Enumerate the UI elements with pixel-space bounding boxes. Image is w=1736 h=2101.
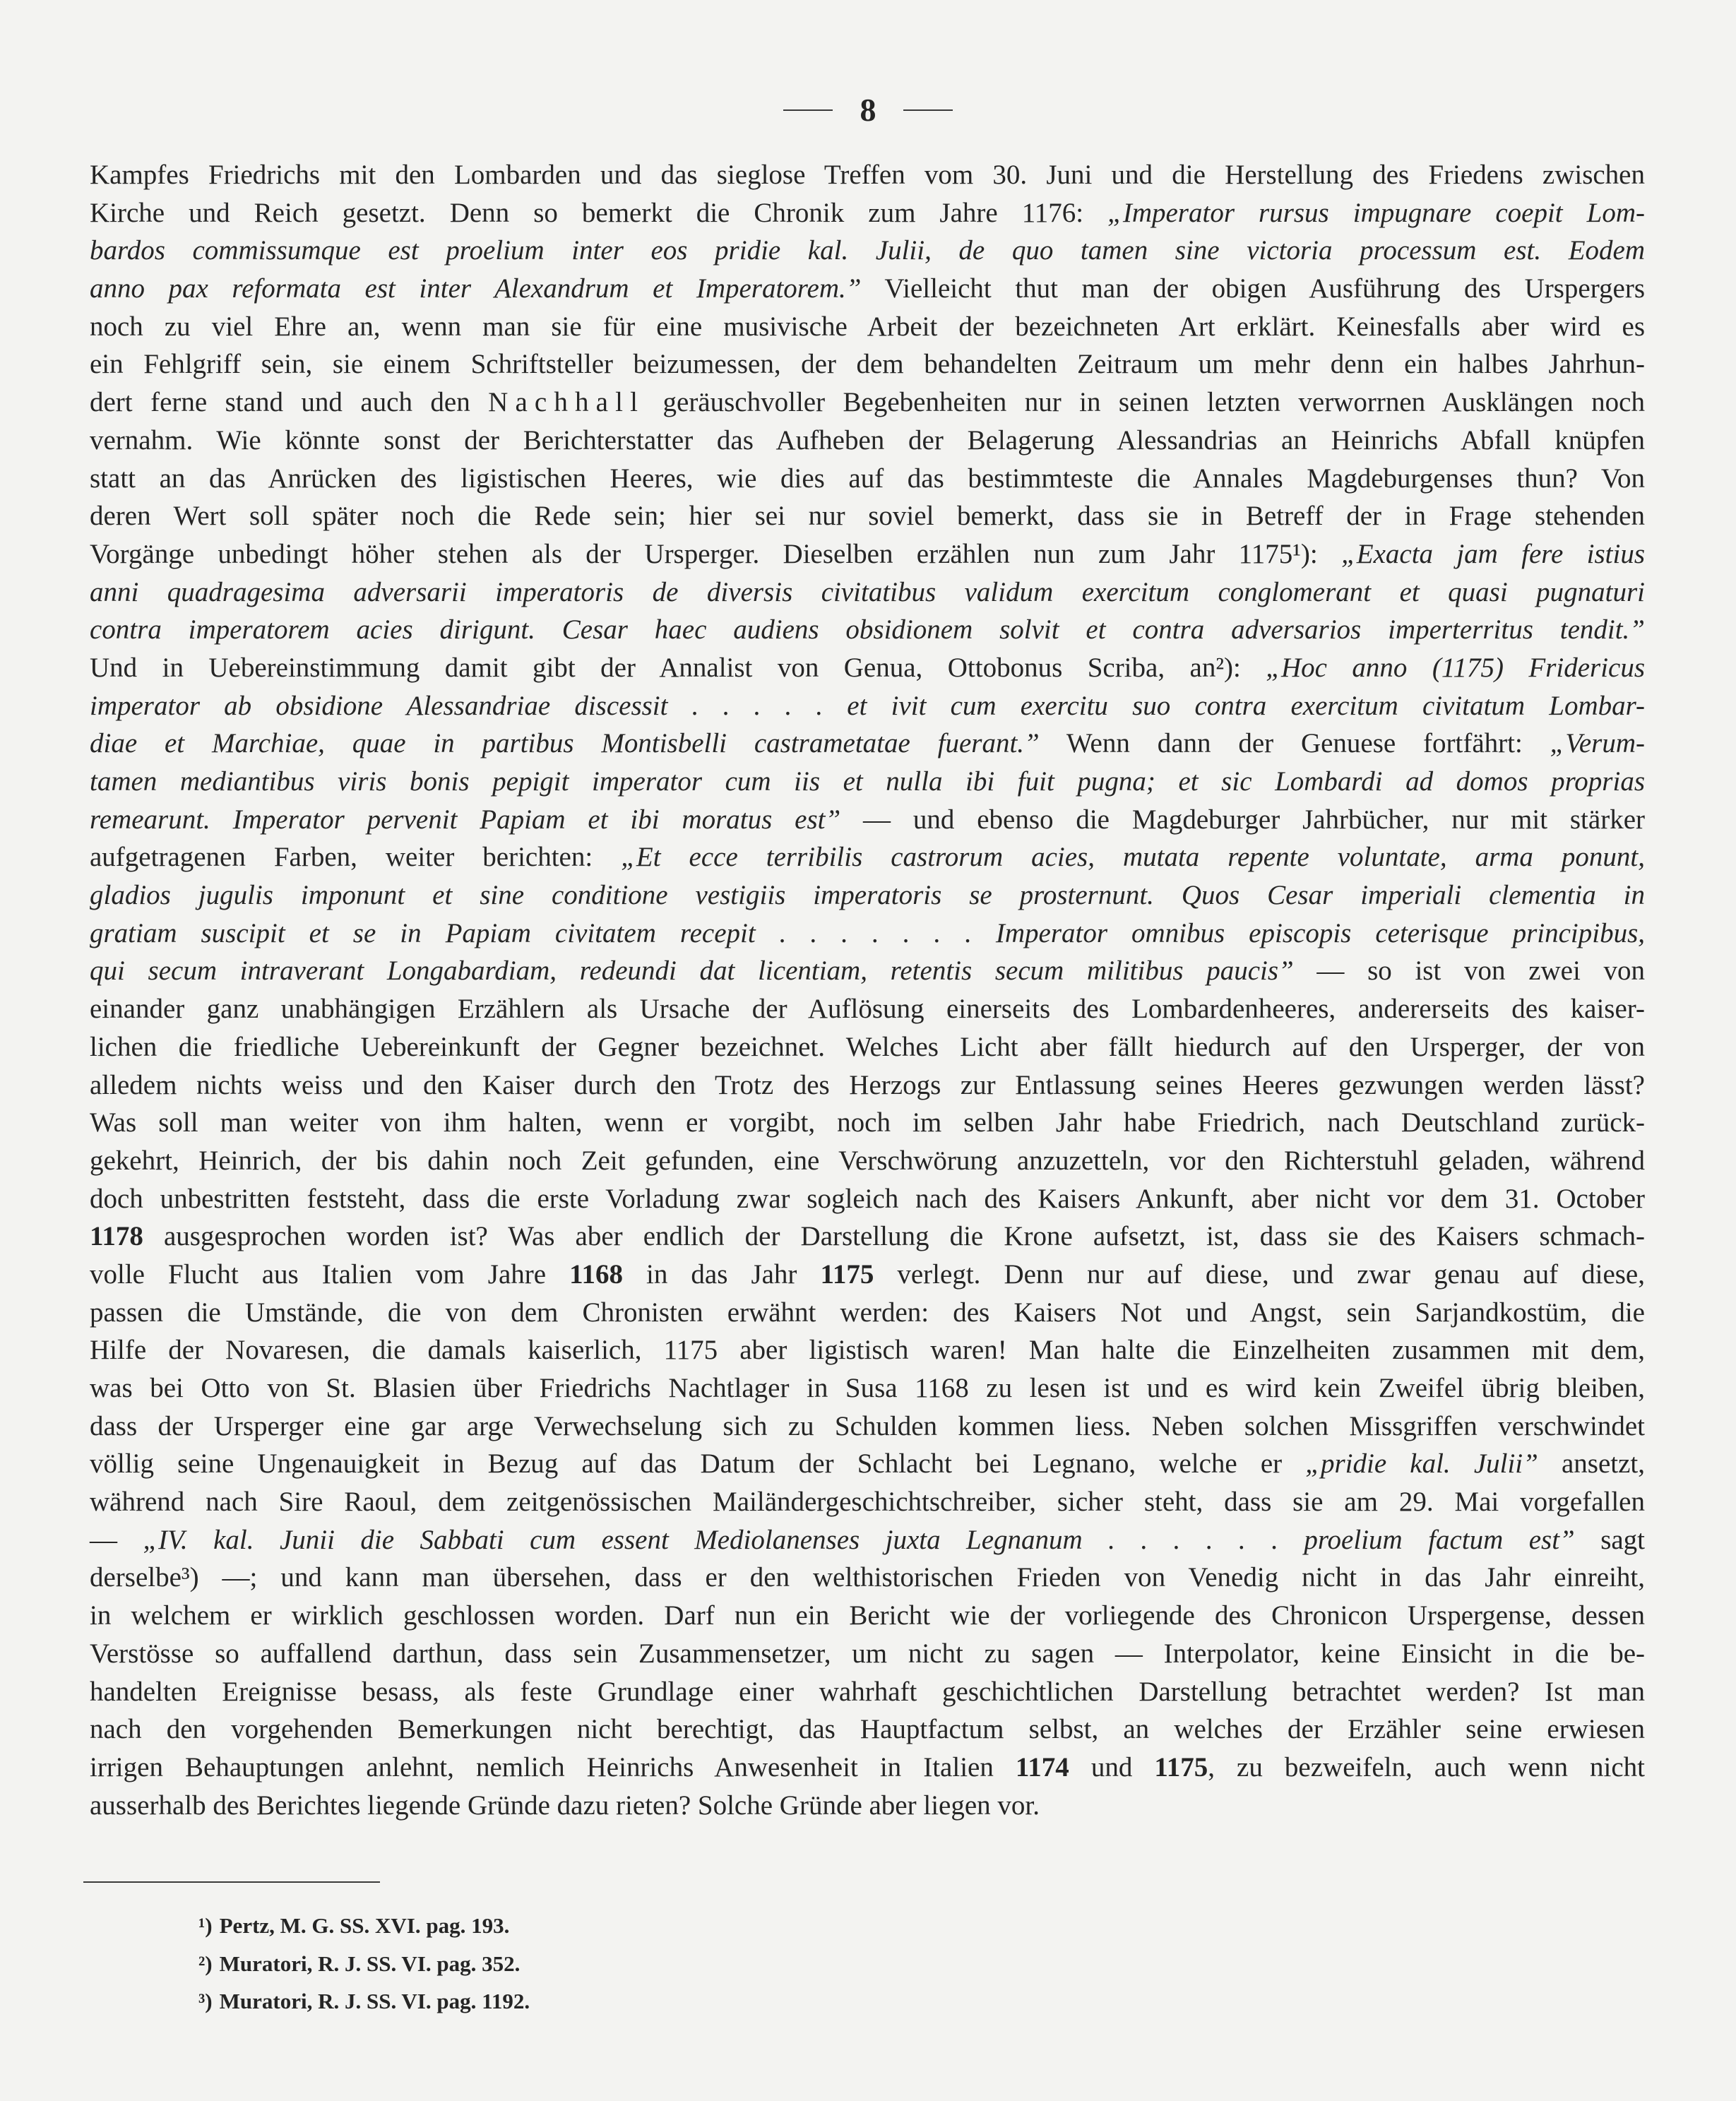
- text-run: während nach Sire Raoul, dem zeitgenössischen Mailändergeschichtschreiber, sicher steht, dass sie am 29. Mai vorgefallen: [90, 1487, 1645, 1518]
- text-run: vernahm. Wie könnte sonst der Berichterstatter das Aufheben der Belagerung Alessandrias an Heinrichs Abfall knüpfen: [90, 424, 1645, 456]
- latin-quote-run: „IV. kal. Junii die Sabbati cum essent Mediolanenses juxta Legnanum . . . . . . proelium factum est”: [143, 1524, 1575, 1555]
- latin-quote-run: gratiam suscipit et se in Papiam civitatem recepit . . . . . . . Imperator omnibus episcopis ceterisque principibus,: [90, 917, 1645, 948]
- footnote-marker: ¹): [198, 1913, 213, 1938]
- text-line: [90, 611, 1645, 649]
- latin-quote-run: „Verum-: [1550, 728, 1645, 759]
- footnote-rule: [83, 1881, 380, 1883]
- text-run: ein Fehlgriff sein, sie einem Schriftsteller beizumessen, der dem behandelten Zeitraum um mehr denn ein halbes Jahrhun-: [90, 349, 1645, 380]
- text-run: in welchem er wirklich geschlossen worden. Darf nun ein Bericht wie der vorliegende des Chronicon Urspergense, dessen: [90, 1600, 1645, 1631]
- page-number-dash-right: [903, 109, 953, 111]
- text-line: [90, 915, 1645, 953]
- body-text: [90, 156, 1645, 1824]
- text-run: ausserhalb des Berichtes liegende Gründe dazu rieten? Solche Gründe aber liegen vor.: [90, 1790, 1040, 1821]
- latin-quote-run: remearunt. Imperator pervenit Papiam et ibi moratus est”: [90, 804, 841, 835]
- latin-quote-run: „Et ecce terribilis castrorum acies, mutata repente voluntate, arma ponunt,: [621, 842, 1645, 873]
- text-line: [90, 232, 1645, 270]
- text-line: [90, 1180, 1645, 1218]
- text-run: nach den vorgehenden Bemerkungen nicht berechtigt, das Hauptfactum selbst, an welches der Erzähler seine erwiesen: [90, 1714, 1645, 1745]
- text-run: statt an das Anrücken des ligistischen Heeres, wie dies auf das bestimmteste die Annales Magdeburgenses thun? Von: [90, 463, 1645, 494]
- text-line: [90, 308, 1645, 346]
- text-run: ansetzt,: [1538, 1448, 1646, 1480]
- text-run: alledem nichts weiss und den Kaiser durch den Trotz des Herzogs zur Entlassung seines Heeres gezwungen werden lässt?: [90, 1069, 1645, 1100]
- text-run: irrigen Behauptungen anlehnt, nemlich Heinrichs Anwesenheit in Italien: [90, 1751, 1016, 1782]
- text-run: Wenn dann der Genuese fortfährt:: [1039, 728, 1550, 759]
- latin-quote-run: „Imperator rursus impugnare coepit Lom-: [1107, 197, 1645, 228]
- page-number-dash-left: [783, 109, 833, 111]
- text-line: [90, 345, 1645, 383]
- text-line: [90, 1104, 1645, 1142]
- text-line: [90, 194, 1645, 232]
- text-line: [90, 687, 1645, 725]
- bold-year-run: 1168: [569, 1258, 623, 1290]
- text-line: [90, 1066, 1645, 1105]
- text-line: [90, 1256, 1645, 1294]
- text-line: [90, 156, 1645, 194]
- text-line: [90, 270, 1645, 308]
- text-line: [90, 497, 1645, 535]
- latin-quote-run: qui secum intraverant Longabardiam, redeundi dat licentiam, retentis secum militibus paucis”: [90, 956, 1294, 987]
- text-run: Vielleicht thut man der obigen Ausführung des Urspergers: [861, 273, 1645, 304]
- text-run: doch unbestritten feststeht, dass die erste Vorladung zwar sogleich nach des Kaisers Ankunft, aber nicht vor dem 31. October: [90, 1183, 1645, 1214]
- text-run: volle Flucht aus Italien vom Jahre: [90, 1258, 570, 1290]
- text-line: [90, 1218, 1645, 1256]
- latin-quote-run: „Exacta jam fere istius: [1341, 538, 1645, 569]
- bold-year-run: 1174: [1015, 1751, 1069, 1782]
- text-line: [90, 990, 1645, 1028]
- text-line: [90, 952, 1645, 990]
- latin-quote-run: tamen mediantibus viris bonis pepigit imperator cum iis et nulla ibi fuit pugna; et sic Lombardi ad domos proprias: [90, 766, 1645, 797]
- latin-quote-run: anni quadragesima adversarii imperatoris de diversis civitatibus validum exercitum conglomerant et quasi pugnaturi: [90, 576, 1645, 607]
- text-line: [90, 1369, 1645, 1407]
- text-run: geräuschvoller Begebenheiten nur in seinen letzten verworrnen Ausklängen noch: [645, 387, 1645, 418]
- text-line: [90, 1331, 1645, 1369]
- text-run: gekehrt, Heinrich, der bis dahin noch Zeit gefunden, eine Verschwörung anzuzetteln, vor den Richterstuhl geladen, während: [90, 1145, 1645, 1176]
- text-run: was bei Otto von St. Blasien über Friedrichs Nachtlager in Susa 1168 zu lesen ist und es wird kein Zweifel übrig bleiben,: [90, 1373, 1645, 1403]
- footnote: [198, 1982, 530, 2020]
- text-run: verlegt. Denn nur auf diese, und zwar genau auf diese,: [874, 1258, 1645, 1290]
- text-run: Vorgänge unbedingt höher stehen als der Ursperger. Dieselben erzählen nun zum Jahr 1175¹):: [90, 538, 1342, 569]
- footnote-text: Muratori, R. J. SS. VI. pag. 352.: [219, 1951, 521, 1976]
- text-line: [90, 1142, 1645, 1180]
- text-run: Was soll man weiter von ihm halten, wenn er vorgibt, noch im selben Jahr habe Friedrich, nach Deutschland zurück-: [90, 1107, 1645, 1138]
- text-line: [90, 1749, 1645, 1787]
- text-run: deren Wert soll später noch die Rede sein; hier sei nur soviel bemerkt, dass sie in Betreff der in Frage stehenden: [90, 501, 1645, 532]
- text-line: [90, 801, 1645, 839]
- text-line: [90, 535, 1645, 573]
- text-line: [90, 1521, 1645, 1559]
- text-line: [90, 1294, 1645, 1332]
- text-run: noch zu viel Ehre an, wenn man sie für eine musivische Arbeit der bezeichneten Art erklärt. Keinesfalls aber wird es: [90, 311, 1645, 342]
- text-line-last: [90, 1787, 1645, 1825]
- latin-quote-run: anno pax reformata est inter Alexandrum et Imperatorem.”: [90, 273, 862, 304]
- footnote-marker: ³): [198, 1989, 213, 2013]
- text-line: [90, 1028, 1645, 1066]
- footnote: [198, 1945, 530, 1983]
- latin-quote-run: gladios jugulis imponunt et sine conditione vestigiis imperatoris se prosternunt. Quos Cesar imperiali clementia in: [90, 880, 1645, 911]
- text-run: handelten Ereignisse besass, als feste Grundlage einer wahrhaft geschichtlichen Darstellung betrachtet werden? Ist man: [90, 1676, 1645, 1707]
- text-line: [90, 1597, 1645, 1635]
- text-line: [90, 1559, 1645, 1597]
- text-line: [90, 1635, 1645, 1673]
- text-run: — so ist von zwei von: [1293, 956, 1645, 987]
- text-run: in das Jahr: [623, 1258, 821, 1290]
- text-line: [90, 1673, 1645, 1711]
- bold-year-run: 1175: [1154, 1751, 1208, 1782]
- text-run: dass der Ursperger eine gar arge Verwechselung sich zu Schulden kommen liess. Neben solchen Missgriffen verschwindet: [90, 1410, 1645, 1441]
- text-line: [90, 383, 1645, 422]
- footnote: [198, 1907, 530, 1945]
- text-run: lichen die friedliche Uebereinkunft der Gegner bezeichnet. Welches Licht aber fällt hiedurch auf den Ursperger, der von: [90, 1031, 1645, 1062]
- footnotes: [198, 1907, 530, 2020]
- text-run: sagt: [1574, 1524, 1646, 1555]
- text-line: [90, 460, 1645, 498]
- text-line: [90, 649, 1645, 687]
- latin-quote-run: diae et Marchiae, quae in partibus Montisbelli castrametatae fuerant.”: [90, 728, 1040, 759]
- text-run: derselbe³) —; und kann man übersehen, dass er den welthistorischen Frieden von Venedig nicht in das Jahr einreiht,: [90, 1562, 1645, 1593]
- text-line: [90, 1483, 1645, 1521]
- text-run: passen die Umstände, die von dem Chronisten erwähnt werden: des Kaisers Not und Angst, sein Sarjandkostüm, die: [90, 1297, 1645, 1328]
- bold-year-run: 1178: [90, 1221, 143, 1252]
- text-line: [90, 725, 1645, 763]
- text-run: ausgesprochen worden ist? Was aber endlich der Darstellung die Krone aufsetzt, ist, dass sie des Kaisers schmach-: [143, 1221, 1645, 1252]
- text-line: [90, 1710, 1645, 1749]
- text-run: aufgetragenen Farben, weiter berichten:: [90, 842, 622, 873]
- latin-quote-run: „pridie kal. Julii”: [1305, 1448, 1538, 1480]
- page-number: 8: [860, 92, 876, 128]
- text-run: dert ferne stand und auch den: [90, 387, 489, 418]
- text-run: Verstösse so auffallend darthun, dass sein Zusammensetzer, um nicht zu sagen — Interpolator, keine Einsicht in die be-: [90, 1638, 1645, 1669]
- text-run: völlig seine Ungenauigkeit in Bezug auf das Datum der Schlacht bei Legnano, welche er: [90, 1448, 1306, 1480]
- footnote-text: Muratori, R. J. SS. VI. pag. 1192.: [219, 1989, 530, 2013]
- text-line: [90, 838, 1645, 876]
- latin-quote-run: imperator ab obsidione Alessandriae discessit . . . . . et ivit cum exercitu suo contra exercitum civitatum Lombar-: [90, 690, 1645, 721]
- text-line: [90, 1407, 1645, 1446]
- text-run: Kampfes Friedrichs mit den Lombarden und das sieglose Treffen vom 30. Juni und die Herstellung des Friedens zwischen: [90, 160, 1645, 190]
- spaced-emphasis-run: Nachhall: [488, 387, 646, 418]
- latin-quote-run: bardos commissumque est proelium inter eos pridie kal. Julii, de quo tamen sine victoria processum est. Eodem: [90, 235, 1645, 266]
- text-run: einander ganz unabhängigen Erzählern als Ursache der Auflösung einerseits des Lombardenheeres, andererseits des kaiser-: [90, 994, 1645, 1025]
- text-run: —: [90, 1524, 143, 1555]
- text-line: [90, 422, 1645, 460]
- latin-quote-run: contra imperatorem acies dirigunt. Cesar haec audiens obsidionem solvit et contra adversarios imperterritus tendit.”: [90, 614, 1645, 645]
- text-run: Und in Uebereinstimmung damit gibt der Annalist von Genua, Ottobonus Scriba, an²):: [90, 652, 1266, 683]
- footnote-marker: ²): [198, 1951, 213, 1976]
- text-run: — und ebenso die Magdeburger Jahrbücher, nur mit stärker: [840, 804, 1645, 835]
- text-run: , zu bezweifeln, auch wenn nicht: [1208, 1751, 1645, 1782]
- text-run: Hilfe der Novaresen, die damals kaiserlich, 1175 aber ligistisch waren! Man halte die Einzelheiten zusammen mit dem,: [90, 1335, 1645, 1366]
- text-line: [90, 763, 1645, 801]
- latin-quote-run: „Hoc anno (1175) Fridericus: [1266, 652, 1646, 683]
- text-run: und: [1069, 1751, 1155, 1782]
- text-line: [90, 876, 1645, 915]
- bold-year-run: 1175: [820, 1258, 874, 1290]
- text-run: Kirche und Reich gesetzt. Denn so bemerkt die Chronik zum Jahre 1176:: [90, 197, 1108, 228]
- footnote-text: Pertz, M. G. SS. XVI. pag. 193.: [219, 1913, 510, 1938]
- page-header: [783, 89, 953, 131]
- text-line: [90, 1445, 1645, 1483]
- text-line: [90, 573, 1645, 612]
